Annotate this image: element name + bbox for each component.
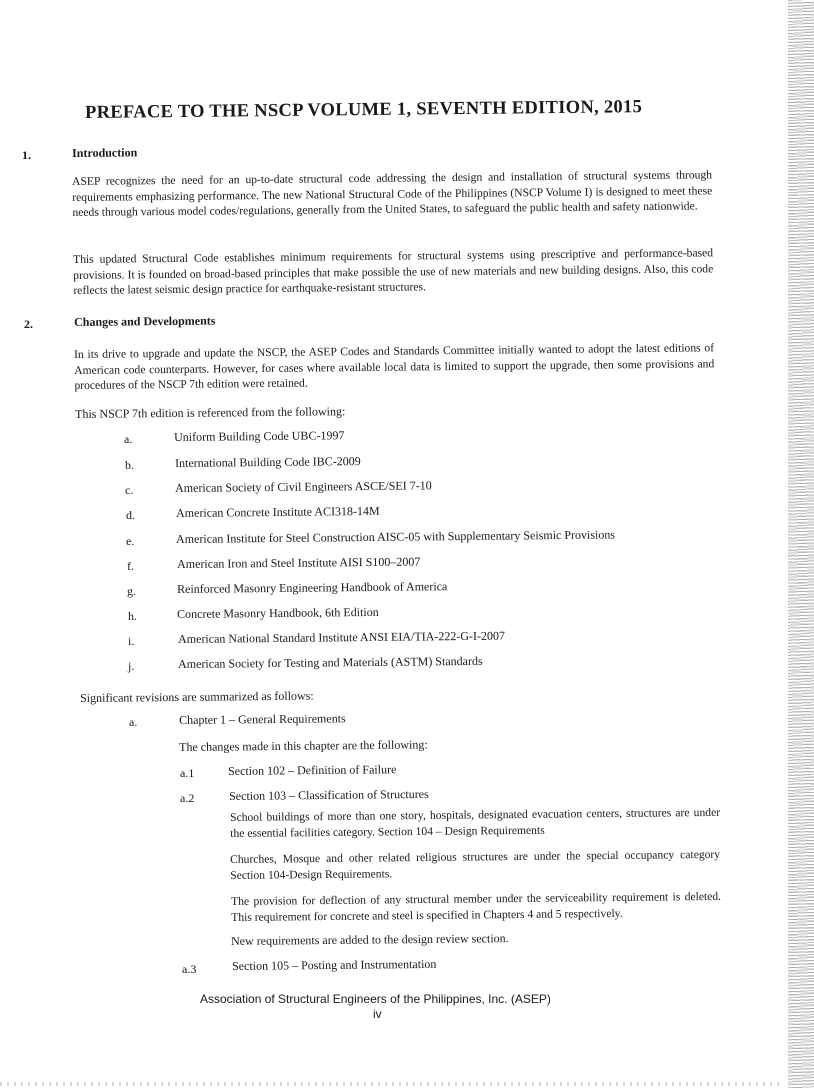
subitem-text: Section 102 – Definition of Failure xyxy=(228,762,397,778)
chapter-letter: a. xyxy=(129,715,138,729)
reference-letter: c. xyxy=(125,483,134,497)
subitem-number: a.1 xyxy=(180,766,195,780)
reference-letter: d. xyxy=(126,508,135,522)
reference-letter: e. xyxy=(126,534,135,548)
page-number: iv xyxy=(373,1007,382,1021)
reference-text: Reinforced Masonry Engineering Handbook of America xyxy=(177,579,448,596)
reference-text: Concrete Masonry Handbook, 6th Edition xyxy=(177,604,379,621)
reference-letter: a. xyxy=(124,432,133,446)
section-1-heading: Introduction xyxy=(72,145,138,160)
reference-letter: h. xyxy=(128,609,137,623)
subitem-text: Section 105 – Posting and Instrumentation xyxy=(232,956,437,973)
scan-edge-noise xyxy=(788,0,814,1088)
scan-bottom-noise xyxy=(0,1082,780,1086)
reference-text: American Society of Civil Engineers ASCE/SEI 7-10 xyxy=(175,478,432,495)
subitem-number: a.3 xyxy=(182,962,197,976)
reference-text: American Society for Testing and Materials (ASTM) Standards xyxy=(178,653,483,671)
revisions-intro: Significant revisions are summarized as follows: xyxy=(80,688,314,705)
subitem-text: Section 103 – Classification of Structures xyxy=(229,786,429,803)
intro-paragraph-1: ASEP recognizes the need for an up-to-date structural code addressing the design and installation of structural systems through requirements emphasizing performance. The new National Structural Code of the Philippines (NSCP Volume I) is designed to meet these needs through various model codes/regulations, generally from the United States, to safeguard the public health and safety nationwide. xyxy=(72,168,713,219)
changes-intro: The changes made in this chapter are the following: xyxy=(179,737,428,754)
chapter-title: Chapter 1 – General Requirements xyxy=(179,711,346,727)
reference-text: Uniform Building Code UBC-1997 xyxy=(174,428,345,444)
reference-letter: i. xyxy=(128,634,135,648)
changes-paragraph: In its drive to upgrade and update the NSCP, the ASEP Codes and Standards Committee initially wanted to adopt the latest editions of American code counterparts. However, for cases where available local data is limited to support the upgrade, then some provisions and procedures of the NSCP 7th edition were retained. xyxy=(74,341,715,392)
reference-letter: b. xyxy=(125,458,134,472)
footer-organization: Association of Structural Engineers of the Philippines, Inc. (ASEP) xyxy=(200,992,551,1006)
a2-paragraph-3: The provision for deflection of any structural member under the serviceability requirement is deleted. This requirement for concrete and steel is specified in Chapters 4 and 5 respectively. xyxy=(231,889,722,924)
intro-paragraph-2: This updated Structural Code establishes minimum requirements for structural systems using prescriptive and performance-based provisions. It is founded on broad-based principles that make possible the use of new materials and new building designs. Also, this code reflects the latest seismic design practice for earthquake-resistant structures. xyxy=(73,246,714,297)
a2-paragraph-2: Churches, Mosque and other related religious structures are under the special occupancy category Section 104-Design Requirements. xyxy=(230,847,721,882)
section-2-heading: Changes and Developments xyxy=(74,313,216,329)
section-1-number: 1. xyxy=(22,148,31,162)
a2-paragraph-4: New requirements are added to the design review section. xyxy=(231,931,509,948)
reference-text: American National Standard Institute ANSI EIA/TIA-222-G-I-2007 xyxy=(178,628,506,646)
reference-letter: f. xyxy=(127,559,134,573)
a2-paragraph-1: School buildings of more than one story, hospitals, designated evacuation centers, structures are under the essential facilities category. Section 104 – Design Requirements xyxy=(230,805,721,840)
page-title: PREFACE TO THE NSCP VOLUME 1, SEVENTH EDITION, 2015 xyxy=(85,97,643,123)
references-intro: This NSCP 7th edition is referenced from the following: xyxy=(75,404,346,421)
reference-text: American Concrete Institute ACI318-14M xyxy=(176,503,380,520)
reference-letter: j. xyxy=(128,659,135,673)
section-2-number: 2. xyxy=(24,317,33,331)
reference-text: American Institute for Steel Construction AISC-05 with Supplementary Seismic Provisions xyxy=(176,527,616,546)
subitem-number: a.2 xyxy=(180,791,195,805)
reference-letter: g. xyxy=(127,584,136,598)
reference-text: American Iron and Steel Institute AISI S100–2007 xyxy=(177,554,421,571)
reference-text: International Building Code IBC-2009 xyxy=(175,454,361,470)
